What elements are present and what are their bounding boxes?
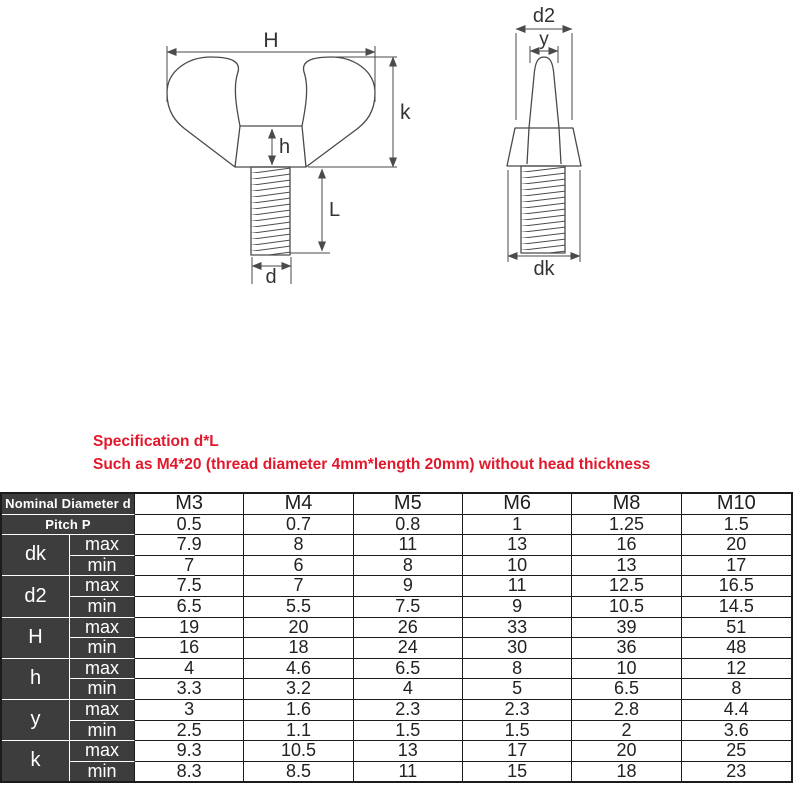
value-cell-d2-min: 14.5	[682, 597, 791, 618]
value-cell-d2-min: 5.5	[244, 597, 353, 618]
value-cell-dk-min: 6	[244, 556, 353, 577]
wing-blade-outline	[529, 57, 559, 128]
dim-label-y: y	[539, 29, 549, 50]
dim-H-extensions	[167, 46, 375, 102]
value-cell-H-min: 16	[135, 638, 244, 659]
table-row-k-max	[2, 741, 791, 762]
value-cell-h-min: 3.3	[135, 679, 244, 700]
column-header-size: M4	[244, 494, 353, 515]
value-cell-k-max: 25	[682, 741, 791, 762]
pitch-value-cell: 0.7	[244, 515, 353, 536]
column-header-size: M6	[463, 494, 572, 515]
value-cell-y-max: 3	[135, 700, 244, 721]
front-view-drawing	[167, 29, 411, 288]
limit-label-max: max	[70, 700, 135, 721]
limit-label-max: max	[70, 659, 135, 680]
limit-label-min: min	[70, 638, 135, 659]
value-cell-h-max: 10	[572, 659, 681, 680]
value-cell-k-min: 15	[463, 762, 572, 782]
value-cell-d2-min: 6.5	[135, 597, 244, 618]
pitch-value-cell: 1	[463, 515, 572, 536]
column-header-size: M3	[135, 494, 244, 515]
value-cell-h-min: 8	[682, 679, 791, 700]
dim-label-dk: dk	[533, 258, 555, 280]
value-cell-H-max: 20	[244, 618, 353, 639]
value-cell-dk-min: 10	[463, 556, 572, 577]
value-cell-h-max: 6.5	[354, 659, 463, 680]
value-cell-h-min: 4	[354, 679, 463, 700]
value-cell-H-max: 19	[135, 618, 244, 639]
value-cell-dk-max: 11	[354, 535, 463, 556]
limit-label-min: min	[70, 597, 135, 618]
value-cell-h-max: 12	[682, 659, 791, 680]
wing-blade-inner-lines	[527, 128, 561, 164]
value-cell-d2-max: 11	[463, 576, 572, 597]
value-cell-k-max: 9.3	[135, 741, 244, 762]
value-cell-H-max: 26	[354, 618, 463, 639]
value-cell-k-min: 23	[682, 762, 791, 782]
value-cell-H-min: 24	[354, 638, 463, 659]
limit-label-min: min	[70, 721, 135, 742]
value-cell-h-min: 5	[463, 679, 572, 700]
group-label-h: h	[2, 659, 70, 700]
specification-line1: Specification d*L	[93, 433, 219, 450]
limit-label-min: min	[70, 762, 135, 782]
value-cell-k-min: 18	[572, 762, 681, 782]
dim-label-k: k	[400, 101, 411, 124]
dim-label-d: d	[265, 266, 277, 288]
value-cell-y-max: 1.6	[244, 700, 353, 721]
table-row-y-max	[2, 700, 791, 721]
value-cell-dk-min: 13	[572, 556, 681, 577]
value-cell-d2-min: 10.5	[572, 597, 681, 618]
value-cell-k-max: 13	[354, 741, 463, 762]
value-cell-dk-min: 8	[354, 556, 463, 577]
value-cell-d2-max: 16.5	[682, 576, 791, 597]
dim-label-h: h	[279, 136, 291, 158]
value-cell-dk-max: 16	[572, 535, 681, 556]
group-label-H: H	[2, 618, 70, 659]
value-cell-y-max: 2.8	[572, 700, 681, 721]
column-header-size: M10	[682, 494, 791, 515]
table-row-d2-max	[2, 576, 791, 597]
value-cell-H-min: 36	[572, 638, 681, 659]
table-row-h-max	[2, 659, 791, 680]
value-cell-H-min: 18	[244, 638, 353, 659]
value-cell-H-max: 51	[682, 618, 791, 639]
specification-note	[93, 430, 753, 476]
value-cell-k-max: 17	[463, 741, 572, 762]
value-cell-y-max: 2.3	[354, 700, 463, 721]
value-cell-dk-max: 20	[682, 535, 791, 556]
value-cell-d2-min: 9	[463, 597, 572, 618]
group-label-dk: dk	[2, 535, 70, 576]
value-cell-d2-max: 9	[354, 576, 463, 597]
spec-table-body	[2, 494, 791, 781]
dim-label-L: L	[329, 199, 341, 221]
row-header-pitch: Pitch P	[2, 515, 135, 536]
limit-label-max: max	[70, 741, 135, 762]
value-cell-k-max: 10.5	[244, 741, 353, 762]
value-cell-h-min: 3.2	[244, 679, 353, 700]
value-cell-h-min: 6.5	[572, 679, 681, 700]
table-row-pitch	[2, 515, 791, 536]
value-cell-k-min: 11	[354, 762, 463, 782]
wing-body-outline	[167, 57, 375, 167]
limit-label-min: min	[70, 679, 135, 700]
group-label-k: k	[2, 741, 70, 781]
value-cell-H-min: 48	[682, 638, 791, 659]
dim-k-extensions	[308, 57, 397, 167]
value-cell-h-max: 4.6	[244, 659, 353, 680]
value-cell-k-min: 8.5	[244, 762, 353, 782]
table-row-dk-min	[2, 556, 791, 577]
value-cell-y-min: 2.5	[135, 721, 244, 742]
table-row-dk-max	[2, 535, 791, 556]
value-cell-y-min: 3.6	[682, 721, 791, 742]
value-cell-d2-max: 7	[244, 576, 353, 597]
value-cell-y-min: 2	[572, 721, 681, 742]
thread-shaft-side	[521, 166, 565, 253]
table-row-y-min	[2, 721, 791, 742]
table-row-nominal-diameter	[2, 494, 791, 515]
pitch-value-cell: 0.8	[354, 515, 463, 536]
value-cell-H-max: 33	[463, 618, 572, 639]
value-cell-dk-max: 7.9	[135, 535, 244, 556]
table-row-H-min	[2, 638, 791, 659]
value-cell-dk-max: 8	[244, 535, 353, 556]
row-header-nominal-diameter: Nominal Diameter d	[2, 494, 135, 515]
value-cell-dk-min: 7	[135, 556, 244, 577]
boss-right-side	[302, 126, 306, 167]
value-cell-d2-min: 7.5	[354, 597, 463, 618]
value-cell-H-max: 39	[572, 618, 681, 639]
pitch-value-cell: 0.5	[135, 515, 244, 536]
value-cell-H-min: 30	[463, 638, 572, 659]
value-cell-d2-max: 12.5	[572, 576, 681, 597]
value-cell-y-min: 1.5	[463, 721, 572, 742]
group-label-d2: d2	[2, 576, 70, 617]
pitch-value-cell: 1.25	[572, 515, 681, 536]
value-cell-d2-max: 7.5	[135, 576, 244, 597]
value-cell-k-min: 8.3	[135, 762, 244, 782]
value-cell-h-max: 8	[463, 659, 572, 680]
limit-label-min: min	[70, 556, 135, 577]
dim-label-H: H	[263, 29, 279, 52]
head-trapezoid	[507, 128, 581, 166]
value-cell-y-max: 2.3	[463, 700, 572, 721]
value-cell-y-max: 4.4	[682, 700, 791, 721]
thread-shaft-front	[251, 167, 290, 255]
table-row-k-min	[2, 762, 791, 782]
value-cell-dk-max: 13	[463, 535, 572, 556]
side-view-drawing	[507, 5, 581, 280]
pitch-value-cell: 1.5	[682, 515, 791, 536]
value-cell-h-max: 4	[135, 659, 244, 680]
value-cell-y-min: 1.5	[354, 721, 463, 742]
boss-left-side	[235, 126, 240, 167]
column-header-size: M8	[572, 494, 681, 515]
spec-table	[0, 492, 793, 783]
table-row-d2-min	[2, 597, 791, 618]
limit-label-max: max	[70, 535, 135, 556]
column-header-size: M5	[354, 494, 463, 515]
specification-line2: Such as M4*20 (thread diameter 4mm*length 20mm) without head thickness	[93, 456, 651, 473]
value-cell-k-max: 20	[572, 741, 681, 762]
value-cell-y-min: 1.1	[244, 721, 353, 742]
table-row-H-max	[2, 618, 791, 639]
group-label-y: y	[2, 700, 70, 741]
limit-label-max: max	[70, 576, 135, 597]
table-row-h-min	[2, 679, 791, 700]
dim-label-d2: d2	[532, 5, 556, 27]
value-cell-dk-min: 17	[682, 556, 791, 577]
limit-label-max: max	[70, 618, 135, 639]
